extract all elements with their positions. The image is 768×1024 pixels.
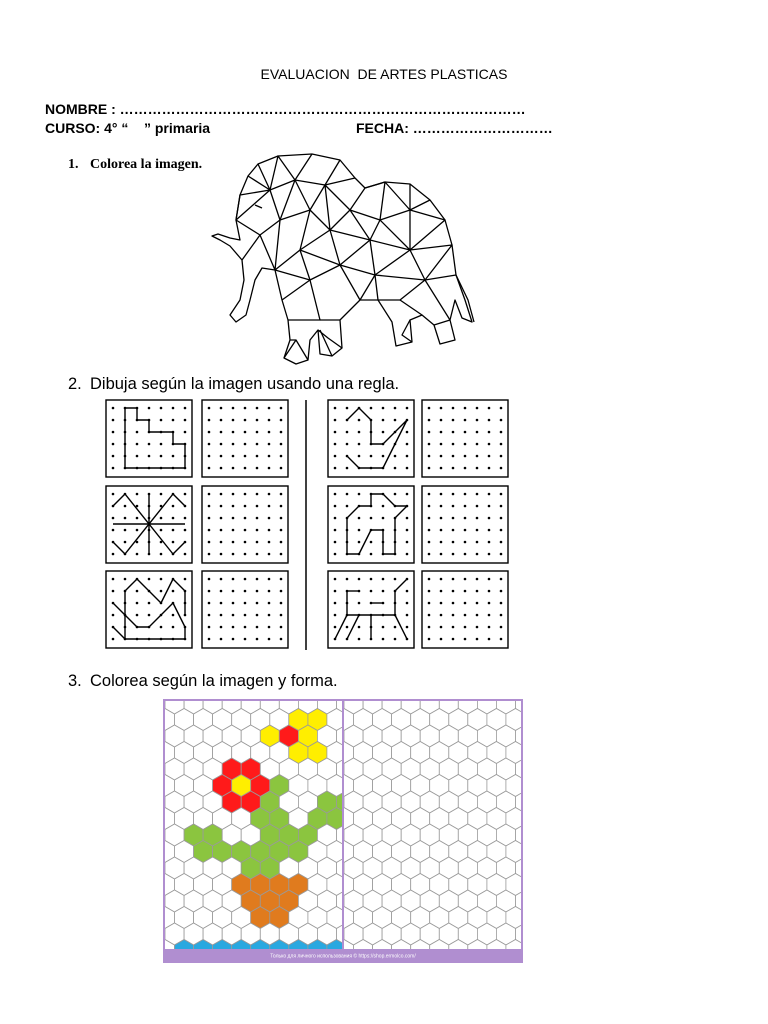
blank-dot-grid: [422, 486, 508, 563]
example-dot-grid: [106, 571, 192, 648]
elephant-image: [200, 150, 485, 372]
blank-dot-grid: [422, 571, 508, 648]
example-dot-grid: [328, 400, 414, 477]
question-1-text: Colorea la imagen.: [90, 157, 203, 172]
course-field: CURSO: 4° “ ” primaria: [45, 120, 211, 136]
example-dot-grid: [106, 486, 192, 563]
mosaic-footer-text: Только для личного использования © https://shop.ermolco.com/: [270, 953, 416, 960]
question-3: [68, 672, 338, 691]
example-dot-grid: [328, 571, 414, 648]
blank-hex-panel: [325, 699, 523, 962]
question-2-number: 2.: [68, 375, 82, 393]
question-1-number: 1.: [68, 157, 79, 172]
blank-dot-grid: [422, 400, 508, 477]
blank-dot-grid: [202, 486, 288, 563]
question-2: [68, 375, 399, 394]
name-field: NOMBRE : ……………………………………………………………………………: [45, 101, 526, 117]
question-2-text: Dibuja según la imagen usando una regla.: [90, 375, 400, 393]
example-dot-grid: [106, 400, 192, 477]
date-field: FECHA: …………………………: [356, 120, 553, 136]
question-1: [68, 157, 202, 173]
example-dot-grid: [328, 486, 414, 563]
dot-grid-exercise: [104, 398, 512, 654]
blank-dot-grid: [202, 571, 288, 648]
question-3-number: 3.: [68, 672, 82, 690]
question-3-text: Colorea según la imagen y forma.: [90, 672, 338, 690]
hexagon-flower-mosaic: [163, 699, 523, 963]
document-title: EVALUACION DE ARTES PLASTICAS: [260, 66, 508, 82]
blank-dot-grid: [202, 400, 288, 477]
